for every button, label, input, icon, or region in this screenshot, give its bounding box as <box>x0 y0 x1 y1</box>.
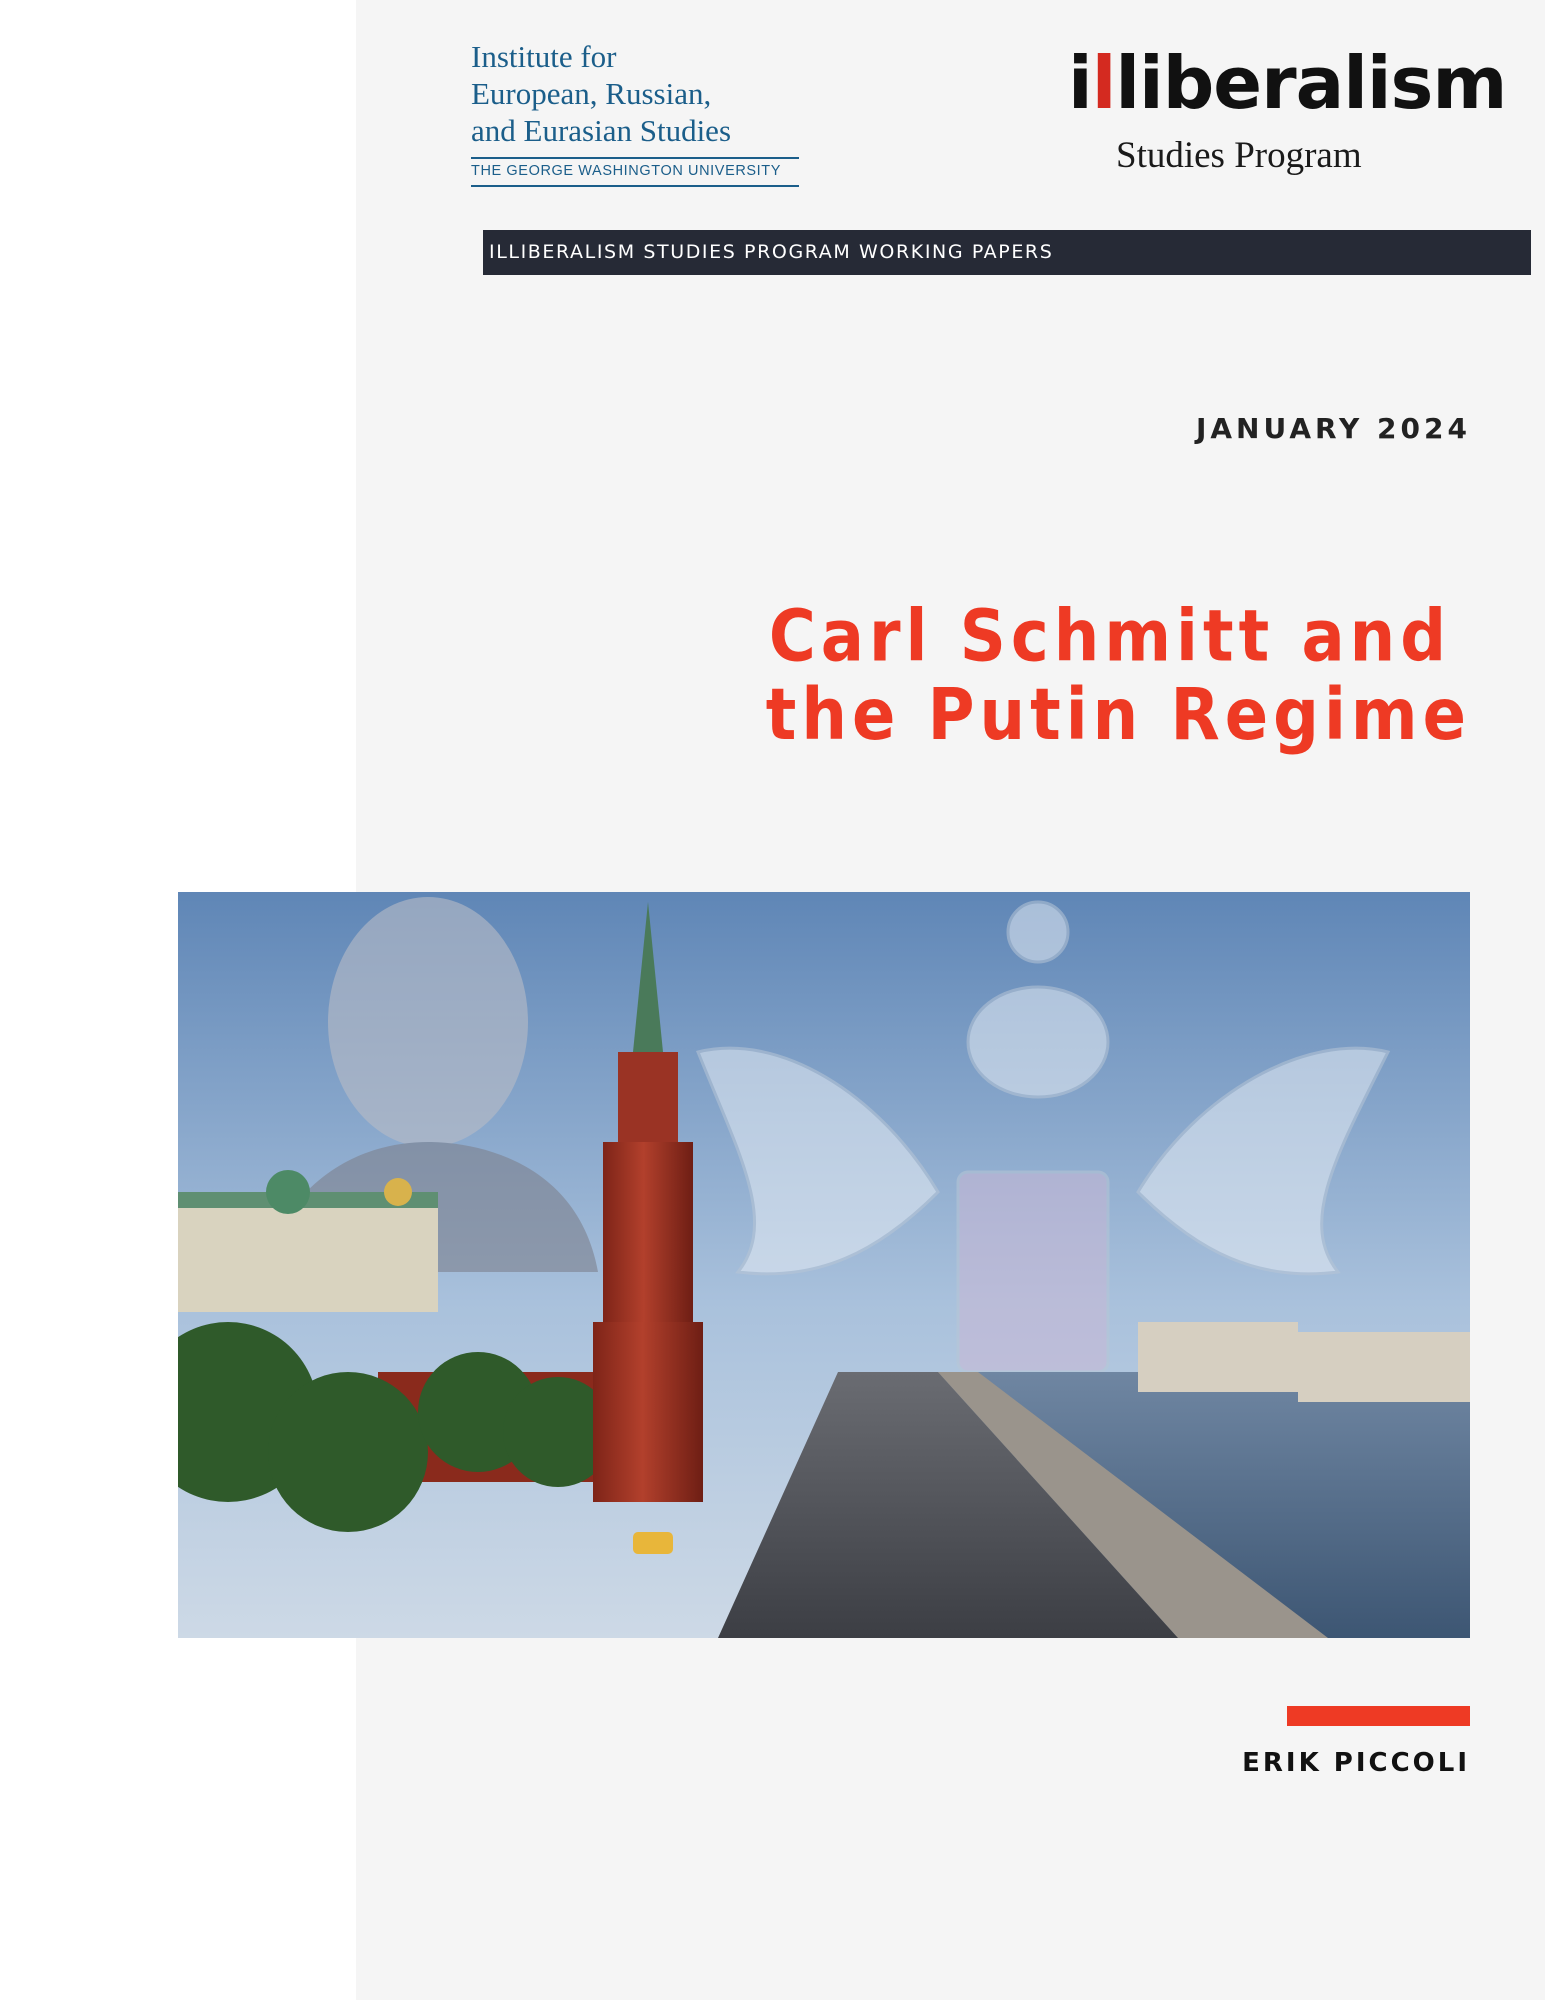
paper-title-line-1: Carl Schmitt and <box>768 595 1451 679</box>
series-banner: ILLIBERALISM STUDIES PROGRAM WORKING PAPERS <box>483 230 1531 275</box>
cover-image <box>178 892 1470 1638</box>
ieres-logo <box>471 38 799 187</box>
paper-title <box>765 595 1471 758</box>
ieres-logo-line-3: and Eurasian Studies <box>471 113 732 148</box>
ieres-logo-university: THE GEORGE WASHINGTON UNIVERSITY <box>471 163 782 179</box>
wordmark-prefix: i <box>1068 41 1092 125</box>
paper-title-line-2: the Putin Regime <box>765 674 1471 758</box>
wordmark-accent-letter: l <box>1091 41 1116 125</box>
author-accent-bar <box>1287 1706 1470 1726</box>
taxi-icon <box>633 1532 673 1554</box>
author-name: ERIK PICCOLI <box>1242 1748 1470 1778</box>
illiberalism-logo <box>1068 38 1507 188</box>
publication-date: JANUARY 2024 <box>1195 412 1471 445</box>
illiberalism-logo-subtitle: Studies Program <box>1116 135 1362 176</box>
ieres-logo-line-2: European, Russian, <box>471 76 712 111</box>
wordmark-rest: liberalism <box>1115 41 1507 125</box>
illiberalism-wordmark <box>1068 38 1506 128</box>
ieres-logo-line-1: Institute for <box>471 39 617 74</box>
ieres-logo-rule-top <box>471 157 799 159</box>
riverside-buildings-icon <box>1138 1322 1470 1402</box>
ieres-logo-rule-bottom <box>471 185 799 187</box>
